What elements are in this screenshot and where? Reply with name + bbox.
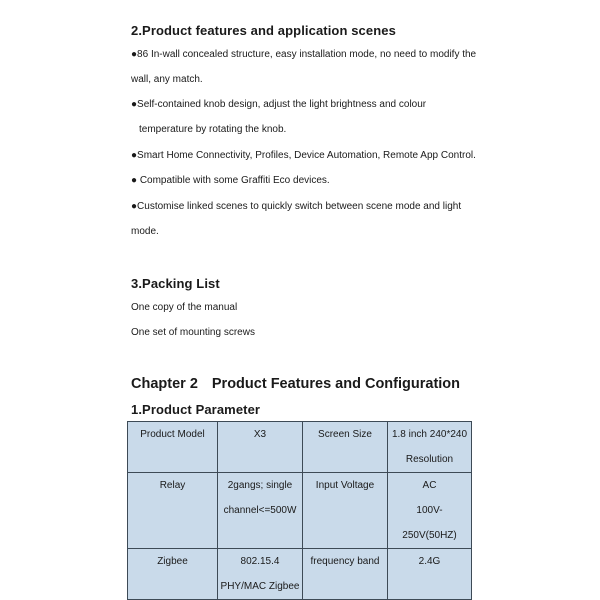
table-cell <box>303 473 388 549</box>
chapter-name: Product Features and Configuration <box>211 376 461 392</box>
table-cell <box>303 422 388 473</box>
section-heading-packing-list: 3.Packing List <box>131 276 220 291</box>
feature-line: mode. <box>131 226 159 237</box>
table-cell <box>218 549 303 600</box>
table-row <box>128 422 472 473</box>
table-row <box>128 473 472 549</box>
table-cell <box>218 422 303 473</box>
cell-text: Resolution <box>405 454 454 465</box>
table-cell <box>303 549 388 600</box>
chapter-title <box>131 376 460 392</box>
section-heading-features: 2.Product features and application scenes <box>131 23 396 38</box>
table-cell <box>388 422 472 473</box>
cell-text: Product Model <box>140 429 205 440</box>
table-cell <box>388 473 472 549</box>
cell-text: Screen Size <box>318 429 372 440</box>
cell-text: PHY/MAC Zigbee <box>220 581 300 592</box>
section-heading-product-parameter: 1.Product Parameter <box>131 402 261 417</box>
table-cell <box>218 473 303 549</box>
packing-item: One set of mounting screws <box>131 327 255 338</box>
cell-text: Relay <box>159 480 186 491</box>
feature-line: ●Smart Home Connectivity, Profiles, Device Automation, Remote App Control. <box>131 150 476 161</box>
cell-text: Input Voltage <box>315 480 375 491</box>
table-cell <box>128 473 218 549</box>
feature-line: ●86 In-wall concealed structure, easy installation mode, no need to modify the <box>131 49 477 60</box>
cell-text: 802.15.4 <box>240 556 280 567</box>
feature-line: ● Compatible with some Graffiti Eco devices. <box>131 175 330 186</box>
table-cell <box>128 549 218 600</box>
cell-text: channel<=500W <box>223 505 297 516</box>
feature-line: ●Self-contained knob design, adjust the light brightness and colour <box>131 99 427 110</box>
feature-line: wall, any match. <box>131 74 203 85</box>
feature-line: temperature by rotating the knob. <box>139 124 287 135</box>
table-cell <box>128 422 218 473</box>
table-cell <box>388 549 472 600</box>
cell-text: frequency band <box>310 556 380 567</box>
packing-item: One copy of the manual <box>131 302 238 313</box>
cell-text: 100V-250V(50HZ) <box>402 505 457 541</box>
table-row <box>128 549 472 600</box>
cell-text: 2.4G <box>418 556 441 567</box>
cell-text: Zigbee <box>157 556 188 567</box>
cell-text: X3 <box>253 429 267 440</box>
cell-text: 1.8 inch 240*240 <box>391 429 468 440</box>
cell-text: AC <box>422 480 437 491</box>
feature-line: ●Customise linked scenes to quickly switch between scene mode and light <box>131 201 462 212</box>
chapter-number: Chapter 2 <box>131 376 198 392</box>
cell-text: 2gangs; single <box>227 480 293 491</box>
product-parameter-table <box>127 421 472 600</box>
